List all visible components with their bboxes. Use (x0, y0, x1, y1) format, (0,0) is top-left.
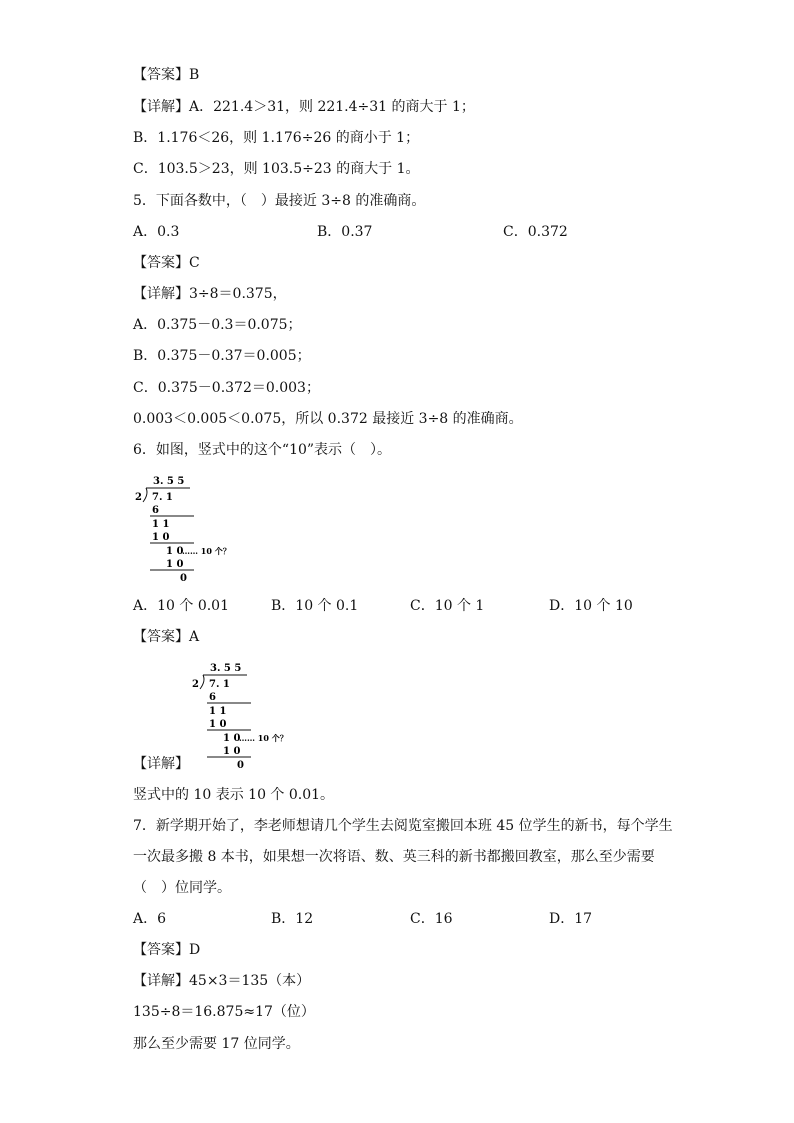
division-row-4: 1 0 (223, 733, 241, 744)
q7-detail-1: 【详解】45×3＝135（本） (133, 973, 311, 989)
division-quotient: 3. 5 5 (153, 476, 185, 487)
q7-question-line-1: 7．新学期开始了，李老师想请几个学生去阅览室搬回本班 45 位学生的新书，每个学生 (133, 818, 673, 834)
division-row-5: 1 0 (166, 559, 184, 570)
division-row-3: 1 0 (152, 532, 170, 543)
division-quotient: 3. 5 5 (210, 663, 242, 674)
q5-detail-intro: 【详解】3÷8＝0.375， (133, 286, 287, 302)
q5-option-b: B．0.37 (317, 224, 373, 240)
q4-detail-a: 【详解】A．221.4＞31，则 221.4÷31 的商大于 1； (133, 99, 475, 115)
q6-option-b: B．10 个 0.1 (271, 598, 359, 614)
q7-detail-2: 135÷8＝16.875≈17（位） (133, 1004, 315, 1020)
division-note: …… 10 个？ (239, 733, 288, 743)
q5-option-a: A．0.3 (133, 224, 180, 240)
q5-conclusion: 0.003＜0.005＜0.075，所以 0.372 最接近 3÷8 的准确商。 (133, 411, 523, 427)
q6-detail-label: 【详解】 (133, 756, 189, 772)
q5-option-c: C．0.372 (503, 224, 568, 240)
division-row-2: 1 1 (152, 519, 170, 530)
q4-answer: 【答案】B (133, 67, 200, 83)
division-dividend: 7. 1 (209, 679, 230, 690)
division-row-5: 1 0 (223, 746, 241, 757)
q5-detail-a: A．0.375－0.3＝0.075； (133, 317, 302, 333)
division-row-6: 0 (180, 573, 187, 584)
q4-detail-b: B．1.176＜26，则 1.176÷26 的商小于 1； (133, 130, 420, 146)
division-row-3: 1 0 (209, 719, 227, 730)
q7-option-d: D．17 (549, 911, 593, 927)
q4-detail-c: C．103.5＞23，则 103.5÷23 的商大于 1。 (133, 161, 420, 177)
q6-option-d: D．10 个 10 (549, 598, 633, 614)
long-division-figure-answer (187, 657, 317, 775)
q7-question-line-3: （ ）位同学。 (133, 880, 231, 896)
division-divisor: 2 (192, 679, 199, 690)
division-row-1: 6 (209, 692, 216, 703)
q7-option-b: B．12 (271, 911, 314, 927)
division-row-2: 1 1 (209, 706, 227, 717)
q6-detail-text: 竖式中的 10 表示 10 个 0.01。 (133, 787, 335, 803)
q7-detail-3: 那么至少需要 17 位同学。 (133, 1036, 300, 1052)
q6-option-c: C．10 个 1 (410, 598, 485, 614)
q6-answer: 【答案】A (133, 629, 200, 645)
q7-answer: 【答案】D (133, 942, 201, 958)
long-division-figure (130, 470, 260, 588)
division-row-4: 1 0 (166, 546, 184, 557)
q5-detail-b: B．0.375－0.37＝0.005； (133, 348, 311, 364)
division-note: …… 10 个？ (182, 546, 231, 556)
q7-question-line-2: 一次最多搬 8 本书，如果想一次将语、数、英三科的新书都搬回教室，那么至少需要 (133, 849, 655, 865)
division-dividend: 7. 1 (152, 492, 173, 503)
division-row-6: 0 (237, 760, 244, 771)
division-row-1: 6 (152, 505, 159, 516)
q6-option-a: A．10 个 0.01 (133, 598, 229, 614)
q7-option-a: A．6 (133, 911, 167, 927)
q6-question: 6．如图，竖式中的这个“10”表示（ ）。 (133, 442, 392, 458)
q5-detail-c: C．0.375－0.372＝0.003； (133, 380, 320, 396)
q7-option-c: C．16 (410, 911, 453, 927)
division-divisor: 2 (135, 492, 142, 503)
q5-question: 5．下面各数中，（ ）最接近 3÷8 的准确商。 (133, 193, 426, 209)
q5-answer: 【答案】C (133, 255, 200, 271)
